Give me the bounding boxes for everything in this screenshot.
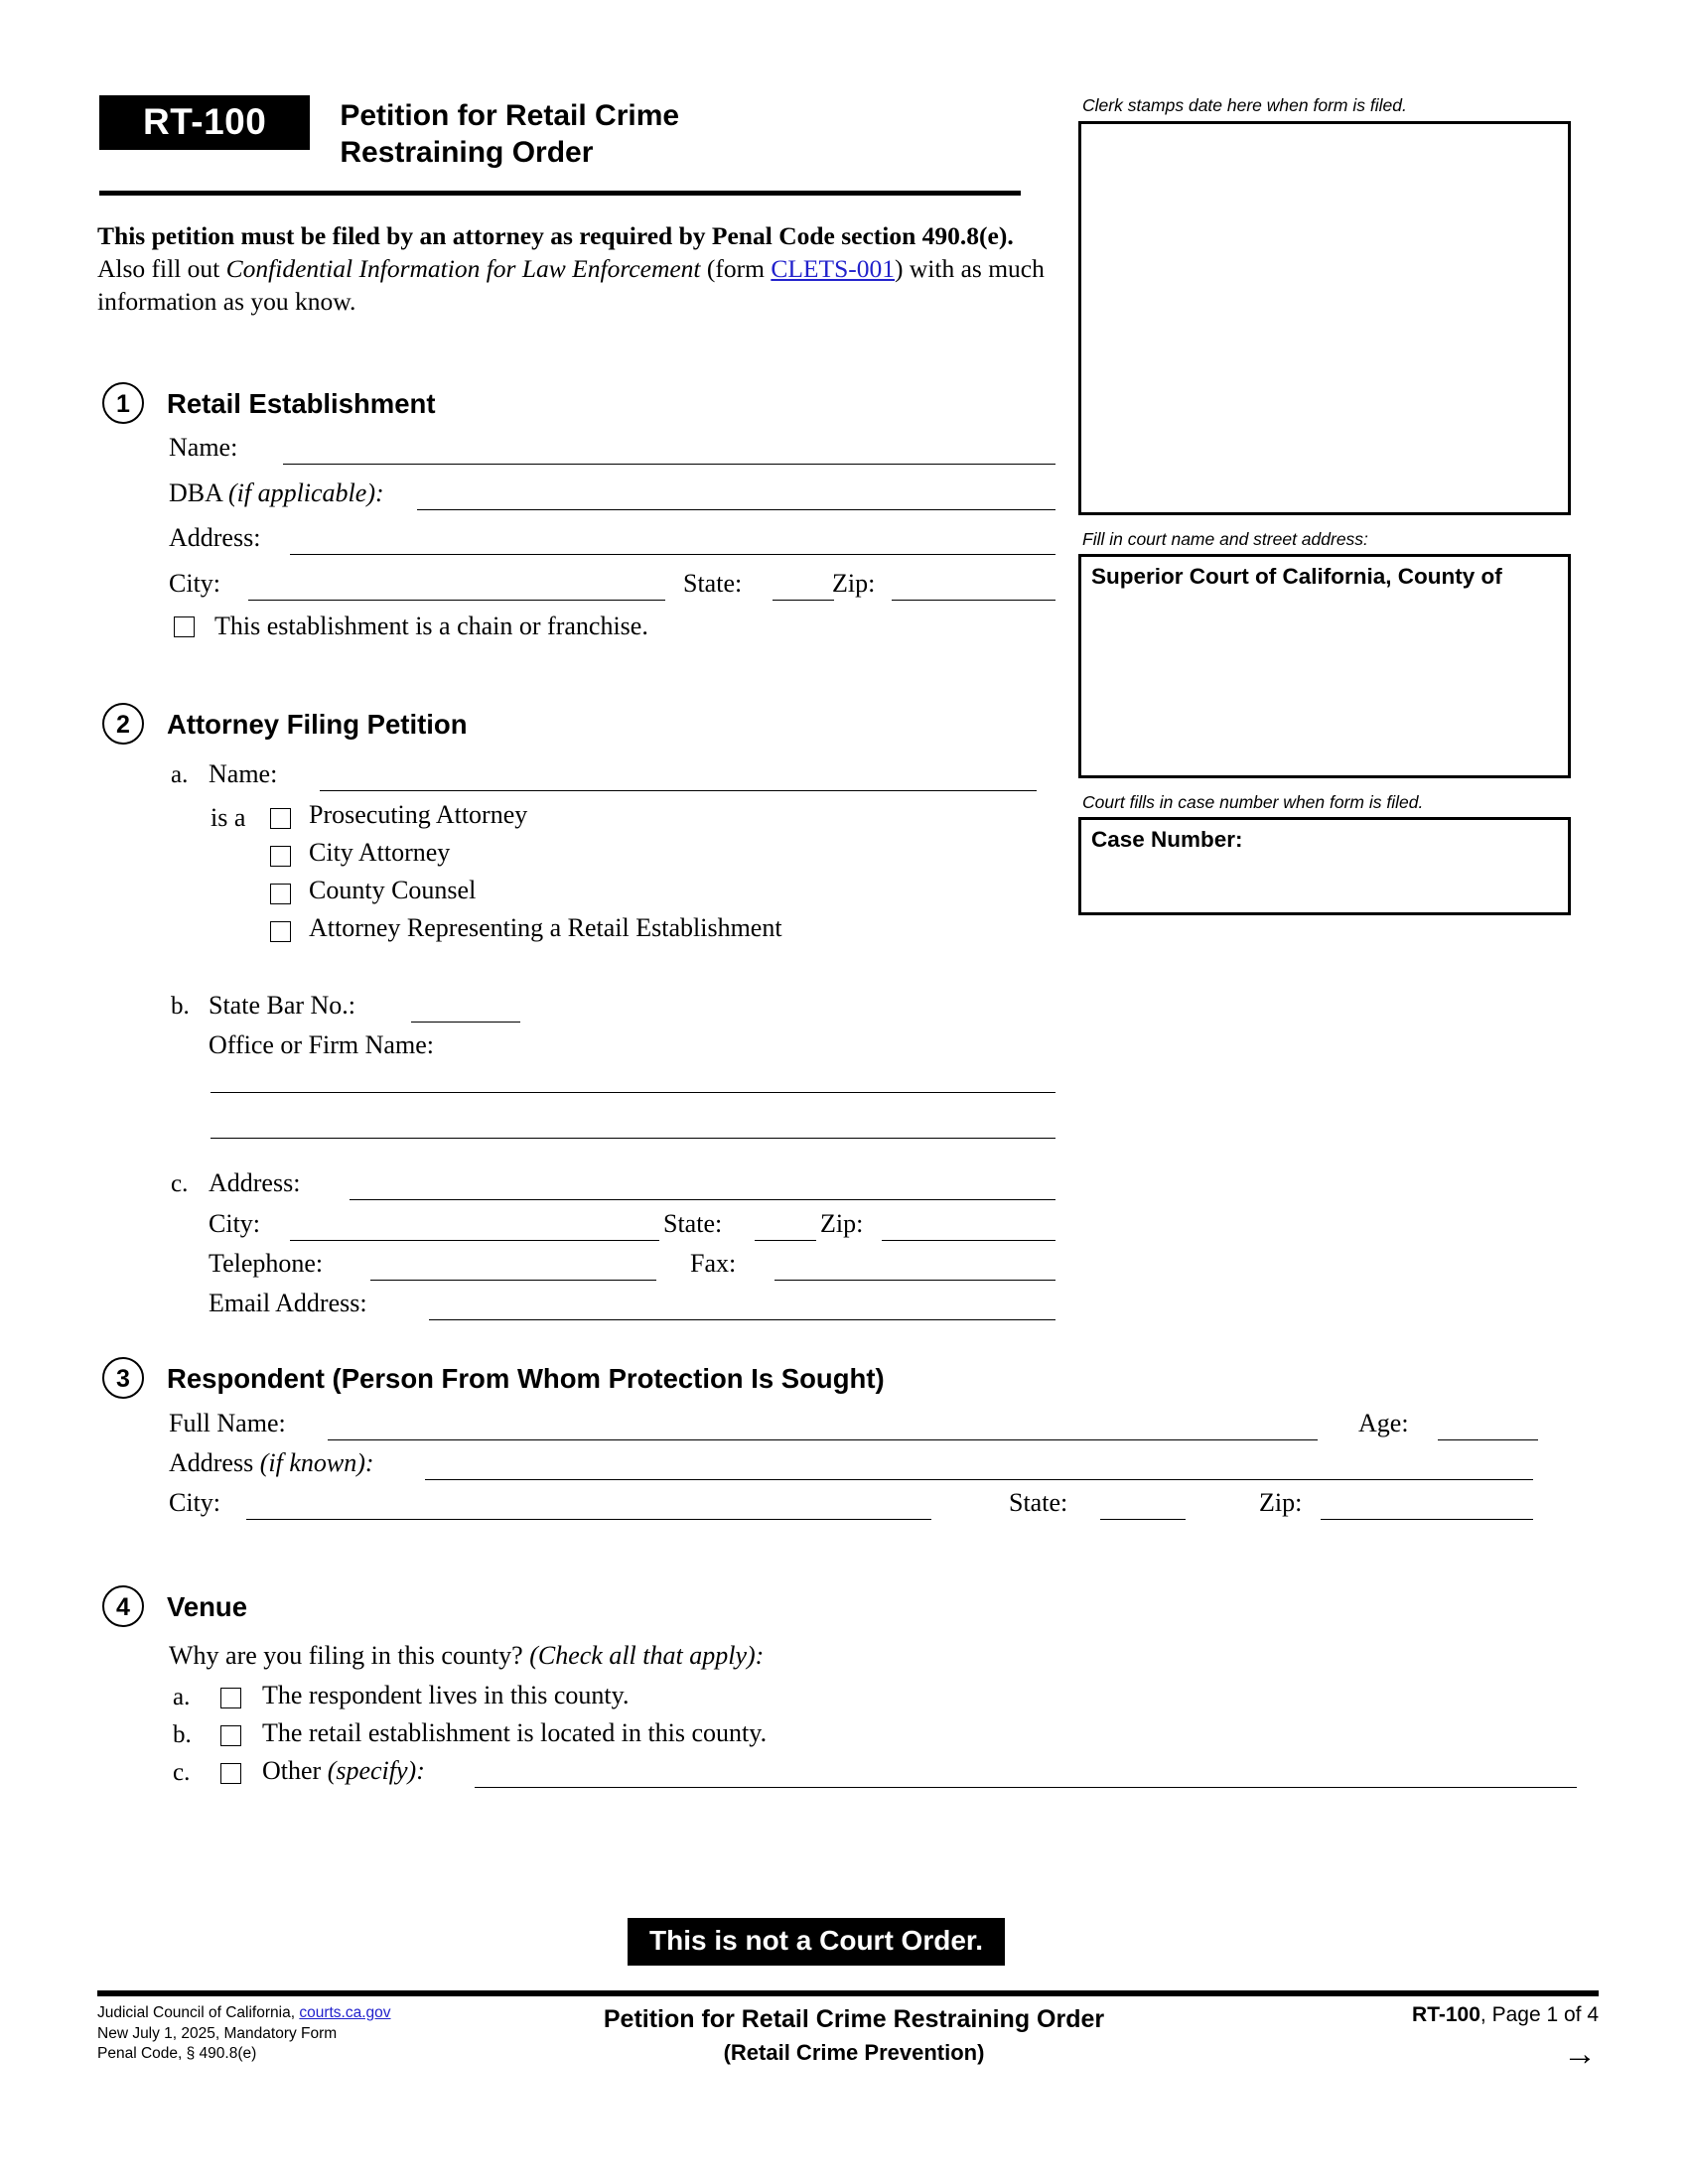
respondent-city-label: City: [169,1488,221,1517]
footer-page-info [1412,2003,1599,2027]
court-address-note: Fill in court name and street address: [1082,529,1368,549]
attorney-telephone-input[interactable] [370,1280,656,1281]
courts-ca-gov-link[interactable]: courts.ca.gov [299,2004,391,2021]
item-2a-letter: a. [171,761,189,788]
intro-tail: ) with as much information as you know. [97,253,1045,316]
respondent-address-label [169,1448,374,1478]
label-county-counsel: County Counsel [309,876,477,904]
intro-rest: Also fill out [97,253,226,283]
firm-name-label: Office or Firm Name: [209,1030,434,1059]
attorney-is-a-label: is a [211,803,246,832]
firm-name-input-line1[interactable] [211,1092,1055,1093]
attorney-zip-input[interactable] [882,1240,1055,1241]
attorney-name-input[interactable] [320,790,1037,791]
clerk-stamp-box[interactable] [1078,121,1571,515]
venue-other-input[interactable] [475,1787,1577,1788]
attorney-city-input[interactable] [290,1240,659,1241]
respondent-zip-input[interactable] [1321,1519,1533,1520]
checkbox-prosecuting-attorney[interactable] [270,808,291,829]
attorney-email-label: Email Address: [209,1289,367,1317]
form-title-line2: Restraining Order [340,135,594,169]
intro-lead: This petition must be filed by an attorney as required by Penal Code section 490.8(e). [97,221,1014,250]
establishment-city-input[interactable] [248,600,665,601]
intro-paragraph [97,220,1051,319]
attorney-fax-label: Fax: [690,1249,737,1278]
respondent-address-text: Address [169,1448,254,1477]
form-title-line1: Petition for Retail Crime [340,99,680,132]
section-3-number: 3 [102,1357,144,1399]
respondent-age-input[interactable] [1438,1439,1538,1440]
label-prosecuting-attorney: Prosecuting Attorney [309,800,528,829]
footer-legal-info [97,2003,391,2065]
venue-question-text: Why are you filing in this county? [169,1641,523,1670]
firm-name-input-line2[interactable] [211,1138,1055,1139]
footer-revision-date: New July 1, 2025, Mandatory Form [97,2024,338,2042]
attorney-telephone-label: Telephone: [209,1249,324,1278]
dba-text: DBA [169,478,222,507]
establishment-name-input[interactable] [283,464,1055,465]
footer-penal-code: Penal Code, § 490.8(e) [97,2045,257,2063]
respondent-age-label: Age: [1358,1409,1409,1437]
footer-title-line2: (Retail Crime Prevention) [723,2040,985,2065]
footer-form-number: RT-100 [1412,2003,1480,2026]
item-4a-letter: a. [173,1684,191,1710]
establishment-city-label: City: [169,569,221,598]
court-name-label: Superior Court of California, County of [1091,564,1502,589]
clets-001-link[interactable]: CLETS-001 [771,253,896,283]
respondent-zip-label: Zip: [1259,1488,1303,1517]
checkbox-venue-establishment-located[interactable] [220,1725,241,1746]
case-number-note: Court fills in case number when form is filed. [1082,792,1424,812]
attorney-address-input[interactable] [350,1199,1055,1200]
footer-divider [97,1990,1599,1996]
section-1-heading: Retail Establishment [167,388,436,419]
intro-after-italic: (form [700,253,772,283]
item-4c-letter: c. [173,1759,191,1786]
establishment-name-label: Name: [169,433,238,462]
footer-council-text: Judicial Council of California, [97,2004,300,2021]
section-3-heading: Respondent (Person From Whom Protection Is Sought) [167,1363,885,1394]
venue-other-italic: (specify): [327,1756,425,1785]
attorney-city-label: City: [209,1209,261,1238]
attorney-state-input[interactable] [755,1240,816,1241]
clerk-stamp-note: Clerk stamps date here when form is filed. [1082,95,1407,115]
establishment-state-input[interactable] [773,600,834,601]
footer-title-line1: Petition for Retail Crime Restraining Order [603,2005,1105,2033]
establishment-zip-input[interactable] [892,600,1055,601]
establishment-state-label: State: [683,569,743,598]
section-2-heading: Attorney Filing Petition [167,709,468,740]
section-2-number: 2 [102,703,144,745]
item-4b-letter: b. [173,1721,192,1748]
label-venue-respondent-lives: The respondent lives in this county. [262,1681,630,1709]
intro-form-title: Confidential Information for Law Enforcement [225,253,701,283]
next-page-arrow-icon: → [1563,2035,1597,2073]
checkbox-attorney-representing-retail[interactable] [270,921,291,942]
respondent-address-italic: (if known): [259,1448,374,1477]
attorney-state-label: State: [663,1209,723,1238]
respondent-name-input[interactable] [328,1439,1318,1440]
form-number-badge: RT-100 [99,95,310,150]
respondent-state-input[interactable] [1100,1519,1186,1520]
header-divider [99,191,1021,196]
form-title [340,95,679,171]
respondent-name-label: Full Name: [169,1409,286,1437]
attorney-email-input[interactable] [429,1319,1055,1320]
checkbox-venue-respondent-lives[interactable] [220,1688,241,1708]
establishment-dba-label [169,478,384,508]
state-bar-label: State Bar No.: [209,991,356,1020]
checkbox-venue-other[interactable] [220,1763,241,1784]
attorney-address-label: Address: [209,1168,301,1197]
form-header [99,95,1023,171]
respondent-city-input[interactable] [246,1519,931,1520]
establishment-zip-label: Zip: [832,569,876,598]
dba-italic-text: (if applicable): [227,478,384,507]
state-bar-input[interactable] [411,1022,520,1023]
footer-form-title [417,2003,1291,2069]
section-4-heading: Venue [167,1591,248,1622]
chain-franchise-label: This establishment is a chain or franchise. [214,612,648,640]
label-venue-other [262,1756,425,1786]
establishment-dba-input[interactable] [417,509,1055,510]
attorney-zip-label: Zip: [820,1209,864,1238]
checkbox-county-counsel[interactable] [270,884,291,904]
establishment-address-input[interactable] [290,554,1055,555]
venue-question-italic: (Check all that apply): [529,1641,765,1670]
footer-page-number: , Page 1 of 4 [1479,2003,1599,2026]
case-number-box[interactable] [1078,817,1571,915]
attorney-fax-input[interactable] [774,1280,1055,1281]
checkbox-city-attorney[interactable] [270,846,291,867]
respondent-address-input[interactable] [425,1479,1533,1480]
venue-other-text: Other [262,1756,322,1785]
label-attorney-representing-retail: Attorney Representing a Retail Establishment [309,913,782,942]
label-venue-establishment-located: The retail establishment is located in this county. [262,1718,768,1747]
chain-franchise-checkbox[interactable] [174,616,195,637]
item-2c-letter: c. [171,1170,189,1197]
establishment-address-label: Address: [169,523,261,552]
respondent-state-label: State: [1009,1488,1068,1517]
section-1-number: 1 [102,382,144,424]
case-number-label: Case Number: [1091,827,1243,852]
venue-question [169,1641,764,1671]
label-city-attorney: City Attorney [309,838,451,867]
not-a-court-order-banner: This is not a Court Order. [628,1918,1005,1966]
section-4-number: 4 [102,1585,144,1627]
item-2b-letter: b. [171,993,190,1020]
court-name-box[interactable] [1078,554,1571,778]
attorney-name-label: Name: [209,759,278,788]
